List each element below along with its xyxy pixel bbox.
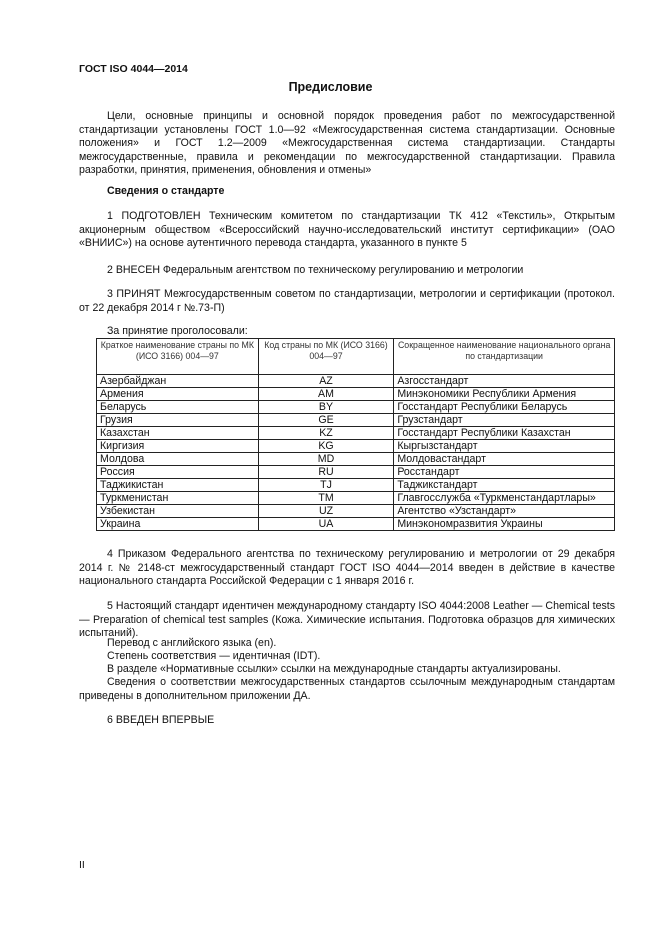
- country-cell: Таджикистан: [97, 479, 259, 492]
- code-cell: TM: [258, 492, 394, 505]
- item-5-info-paragraph: [79, 676, 615, 703]
- code-cell: TJ: [258, 479, 394, 492]
- body-cell: Агентство «Узстандарт»: [394, 505, 615, 518]
- header-code: Код страны по МК (ИСО 3166) 004—97: [258, 339, 394, 375]
- item-5-references: В разделе «Нормативные ссылки» ссылки на международные стандарты актуализированы.: [107, 663, 561, 675]
- item-2-paragraph: [79, 264, 615, 278]
- country-cell: Туркменистан: [97, 492, 259, 505]
- code-cell: KZ: [258, 427, 394, 440]
- item-5-text: 5 Настоящий стандарт идентичен международному стандарту ISO 4044:2008 Leather — Chemical tests — Preparation of chemical test samples (Кожа. Химические испытания. Подготовка образцов для химических испытаний).: [79, 600, 615, 639]
- code-cell: MD: [258, 453, 394, 466]
- page-title: Предисловие: [288, 80, 373, 94]
- body-cell: Азгосстандарт: [394, 375, 615, 388]
- body-cell: Таджикстандарт: [394, 479, 615, 492]
- country-cell: Казахстан: [97, 427, 259, 440]
- header-body: Сокращенное наименование национального органа по стандартизации: [394, 339, 615, 375]
- table-row: [97, 466, 615, 479]
- item-2-text: 2 ВНЕСЕН Федеральным агентством по техническому регулированию и метрологии: [107, 264, 524, 276]
- table-row: [97, 479, 615, 492]
- country-cell: Армения: [97, 388, 259, 401]
- item-4-paragraph: [79, 548, 615, 589]
- code-cell: AZ: [258, 375, 394, 388]
- country-cell: Грузия: [97, 414, 259, 427]
- code-cell: UZ: [258, 505, 394, 518]
- code-cell: GE: [258, 414, 394, 427]
- body-cell: Минэкономики Республики Армения: [394, 388, 615, 401]
- table-row: [97, 375, 615, 388]
- votes-table: [96, 338, 615, 531]
- item-3-paragraph: [79, 288, 615, 315]
- table-row: [97, 453, 615, 466]
- voted-label: За принятие проголосовали:: [107, 325, 248, 337]
- standard-code: ГОСТ ISO 4044—2014: [79, 63, 188, 75]
- item-5-paragraph: [79, 600, 615, 641]
- country-cell: Украина: [97, 518, 259, 531]
- table-row: [97, 427, 615, 440]
- country-cell: Беларусь: [97, 401, 259, 414]
- table-row: [97, 440, 615, 453]
- section-heading: Сведения о стандарте: [107, 185, 225, 197]
- intro-paragraph: [79, 110, 615, 178]
- code-cell: UA: [258, 518, 394, 531]
- body-cell: Госстандарт Республики Беларусь: [394, 401, 615, 414]
- item-5-translation: Перевод с английского языка (en).: [107, 637, 277, 649]
- body-cell: Росстандарт: [394, 466, 615, 479]
- table-row: [97, 518, 615, 531]
- item-5-degree: Степень соответствия — идентичная (IDT).: [107, 650, 321, 662]
- table-row: [97, 505, 615, 518]
- country-cell: Россия: [97, 466, 259, 479]
- header-country: Краткое наименование страны по МК (ИСО 3166) 004—97: [97, 339, 259, 375]
- item-1-text: 1 ПОДГОТОВЛЕН Техническим комитетом по стандартизации ТК 412 «Текстиль», Открытым акционерным обществом «Всероссийский научно-исследовательский институт сертификации» (ОАО «ВНИИС») на основе аутентичного перевода стандарта, указанного в пункте 5: [79, 210, 615, 249]
- country-cell: Молдова: [97, 453, 259, 466]
- code-cell: RU: [258, 466, 394, 479]
- item-3-text: 3 ПРИНЯТ Межгосударственным советом по стандартизации, метрологии и сертификации (протокол. от 22 декабря 2014 г №.73-П): [79, 288, 615, 314]
- code-cell: KG: [258, 440, 394, 453]
- item-1-paragraph: [79, 210, 615, 251]
- item-6: 6 ВВЕДЕН ВПЕРВЫЕ: [107, 714, 215, 726]
- country-cell: Киргизия: [97, 440, 259, 453]
- table-row: [97, 492, 615, 505]
- body-cell: Госстандарт Республики Казахстан: [394, 427, 615, 440]
- body-cell: Грузстандарт: [394, 414, 615, 427]
- body-cell: Минэкономразвития Украины: [394, 518, 615, 531]
- code-cell: AM: [258, 388, 394, 401]
- body-cell: Кыргызстандарт: [394, 440, 615, 453]
- body-cell: Молдовастандарт: [394, 453, 615, 466]
- country-cell: Азербайджан: [97, 375, 259, 388]
- table-row: [97, 414, 615, 427]
- code-cell: BY: [258, 401, 394, 414]
- item-5-info-text: Сведения о соответствии межгосударственных стандартов ссылочным международным стандартам приведены в дополнительном приложении ДА.: [79, 676, 615, 702]
- body-cell: Главгосслужба «Туркменстандартлары»: [394, 492, 615, 505]
- page-number: II: [79, 859, 85, 871]
- country-cell: Узбекистан: [97, 505, 259, 518]
- intro-text: Цели, основные принципы и основной порядок проведения работ по межгосударственной стандартизации установлены ГОСТ 1.0—92 «Межгосударственная система стандартизации. Основные положения» и ГОСТ 1.2—2009 «Межгосударственная система стандартизации. Стандарты межгосударственные, правила и рекомендации по межгосударственной стандартизации. Правила разработки, принятия, применения, обновления и отмены»: [79, 110, 615, 176]
- table-header-row: [97, 339, 615, 375]
- item-4-text: 4 Приказом Федерального агентства по техническому регулированию и метрологии от 29 декабря 2014 г. № 2148-ст межгосударственный стандарт ГОСТ ISO 4044—2014 введен в действие в качестве национального стандарта Российской Федерации с 1 января 2016 г.: [79, 548, 615, 587]
- table-row: [97, 388, 615, 401]
- table-row: [97, 401, 615, 414]
